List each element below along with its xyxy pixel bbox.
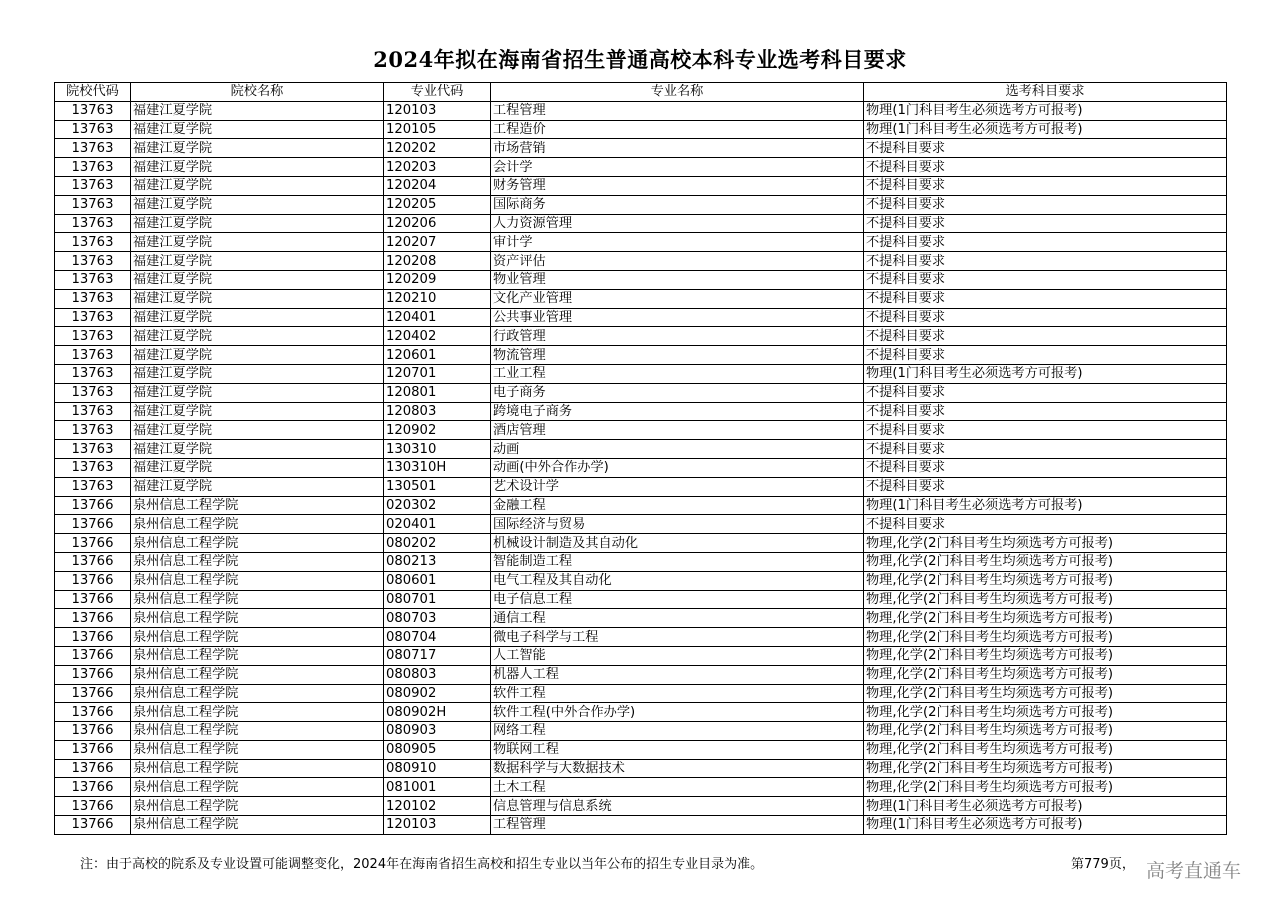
cell-subject-requirement: 不提科目要求 [864,440,1227,459]
cell-major-code: 081001 [384,778,491,797]
cell-school-code: 13766 [55,590,131,609]
cell-major-code: 120103 [384,816,491,835]
cell-school-name: 福建江夏学院 [131,440,384,459]
cell-major-code: 020401 [384,515,491,534]
cell-subject-requirement: 物理,化学(2门科目考生均须选考方可报考) [864,571,1227,590]
cell-school-name: 泉州信息工程学院 [131,571,384,590]
cell-school-name: 福建江夏学院 [131,421,384,440]
cell-school-name: 泉州信息工程学院 [131,646,384,665]
cell-school-name: 泉州信息工程学院 [131,552,384,571]
cell-school-code: 13763 [55,289,131,308]
cell-major-code: 080703 [384,609,491,628]
table-row [55,364,1227,383]
cell-major-code: 080701 [384,590,491,609]
cell-subject-requirement: 不提科目要求 [864,139,1227,158]
cell-subject-requirement: 物理,化学(2门科目考生均须选考方可报考) [864,722,1227,741]
table-row [55,458,1227,477]
cell-school-code: 13763 [55,458,131,477]
cell-school-name: 福建江夏学院 [131,101,384,120]
cell-school-name: 福建江夏学院 [131,327,384,346]
cell-major-code: 120402 [384,327,491,346]
cell-subject-requirement: 物理,化学(2门科目考生均须选考方可报考) [864,703,1227,722]
cell-school-name: 福建江夏学院 [131,195,384,214]
cell-major-name: 微电子科学与工程 [491,628,864,647]
table-row [55,628,1227,647]
cell-school-code: 13766 [55,552,131,571]
cell-school-code: 13763 [55,176,131,195]
cell-major-code: 080903 [384,722,491,741]
cell-subject-requirement: 物理,化学(2门科目考生均须选考方可报考) [864,609,1227,628]
cell-subject-requirement: 不提科目要求 [864,327,1227,346]
cell-school-name: 泉州信息工程学院 [131,759,384,778]
cell-subject-requirement: 物理,化学(2门科目考生均须选考方可报考) [864,665,1227,684]
cell-school-code: 13766 [55,722,131,741]
cell-school-name: 泉州信息工程学院 [131,722,384,741]
cell-subject-requirement: 物理,化学(2门科目考生均须选考方可报考) [864,552,1227,571]
cell-school-code: 13763 [55,120,131,139]
cell-school-name: 泉州信息工程学院 [131,703,384,722]
page-number: 第779页， [1071,857,1135,872]
cell-school-code: 13766 [55,684,131,703]
table-row [55,101,1227,120]
cell-school-name: 福建江夏学院 [131,402,384,421]
cell-major-code: 120207 [384,233,491,252]
header-school-name: 院校名称 [131,83,384,102]
cell-subject-requirement: 物理,化学(2门科目考生均须选考方可报考) [864,759,1227,778]
cell-school-name: 泉州信息工程学院 [131,816,384,835]
cell-major-name: 国际商务 [491,195,864,214]
cell-school-code: 13766 [55,665,131,684]
cell-school-name: 福建江夏学院 [131,270,384,289]
cell-major-code: 080803 [384,665,491,684]
cell-major-name: 酒店管理 [491,421,864,440]
cell-major-code: 120803 [384,402,491,421]
cell-major-name: 机械设计制造及其自动化 [491,534,864,553]
cell-subject-requirement: 不提科目要求 [864,458,1227,477]
cell-school-name: 泉州信息工程学院 [131,740,384,759]
cell-subject-requirement: 不提科目要求 [864,233,1227,252]
cell-major-name: 网络工程 [491,722,864,741]
cell-major-name: 软件工程 [491,684,864,703]
cell-major-name: 资产评估 [491,252,864,271]
cell-school-name: 福建江夏学院 [131,364,384,383]
cell-major-name: 电子信息工程 [491,590,864,609]
cell-major-name: 金融工程 [491,496,864,515]
cell-major-code: 120210 [384,289,491,308]
cell-major-code: 120205 [384,195,491,214]
cell-school-code: 13763 [55,402,131,421]
cell-subject-requirement: 不提科目要求 [864,346,1227,365]
table-row [55,195,1227,214]
cell-subject-requirement: 不提科目要求 [864,515,1227,534]
cell-major-name: 信息管理与信息系统 [491,797,864,816]
cell-subject-requirement: 物理,化学(2门科目考生均须选考方可报考) [864,684,1227,703]
table-row [55,797,1227,816]
table-row [55,158,1227,177]
table-row [55,289,1227,308]
cell-subject-requirement: 物理,化学(2门科目考生均须选考方可报考) [864,534,1227,553]
cell-school-code: 13763 [55,233,131,252]
table-row [55,759,1227,778]
table-row [55,477,1227,496]
table-row [55,703,1227,722]
cell-major-code: 120102 [384,797,491,816]
cell-major-name: 机器人工程 [491,665,864,684]
cell-school-name: 福建江夏学院 [131,477,384,496]
cell-subject-requirement: 不提科目要求 [864,214,1227,233]
cell-major-code: 120206 [384,214,491,233]
cell-major-name: 市场营销 [491,139,864,158]
cell-school-code: 13763 [55,270,131,289]
cell-school-code: 13766 [55,797,131,816]
table-row [55,684,1227,703]
cell-subject-requirement: 不提科目要求 [864,158,1227,177]
cell-school-code: 13763 [55,364,131,383]
cell-major-name: 电气工程及其自动化 [491,571,864,590]
cell-major-name: 土木工程 [491,778,864,797]
cell-major-code: 120208 [384,252,491,271]
cell-major-code: 080704 [384,628,491,647]
table-row [55,120,1227,139]
cell-subject-requirement: 不提科目要求 [864,421,1227,440]
cell-major-name: 软件工程(中外合作办学) [491,703,864,722]
cell-school-code: 13763 [55,195,131,214]
table-row [55,233,1227,252]
cell-major-code: 120902 [384,421,491,440]
cell-major-name: 动画 [491,440,864,459]
table-row [55,778,1227,797]
cell-subject-requirement: 不提科目要求 [864,289,1227,308]
cell-school-name: 福建江夏学院 [131,158,384,177]
cell-school-name: 泉州信息工程学院 [131,534,384,553]
cell-subject-requirement: 不提科目要求 [864,252,1227,271]
cell-subject-requirement: 物理(1门科目考生必须选考方可报考) [864,797,1227,816]
header-major-name: 专业名称 [491,83,864,102]
cell-school-code: 13766 [55,515,131,534]
cell-school-code: 13763 [55,139,131,158]
watermark: 高考直通车 [1146,856,1241,883]
cell-major-code: 120105 [384,120,491,139]
cell-school-code: 13766 [55,646,131,665]
cell-major-name: 国际经济与贸易 [491,515,864,534]
cell-school-code: 13763 [55,421,131,440]
cell-major-name: 行政管理 [491,327,864,346]
cell-school-code: 13766 [55,609,131,628]
cell-subject-requirement: 物理,化学(2门科目考生均须选考方可报考) [864,778,1227,797]
cell-subject-requirement: 物理(1门科目考生必须选考方可报考) [864,496,1227,515]
cell-major-name: 人力资源管理 [491,214,864,233]
cell-major-code: 080717 [384,646,491,665]
table-row [55,308,1227,327]
cell-major-name: 人工智能 [491,646,864,665]
table-row [55,740,1227,759]
cell-major-code: 080213 [384,552,491,571]
cell-major-name: 公共事业管理 [491,308,864,327]
cell-school-code: 13766 [55,703,131,722]
cell-school-name: 福建江夏学院 [131,289,384,308]
table-row [55,402,1227,421]
cell-school-name: 泉州信息工程学院 [131,515,384,534]
cell-school-code: 13763 [55,346,131,365]
cell-major-name: 工业工程 [491,364,864,383]
cell-school-name: 福建江夏学院 [131,346,384,365]
cell-subject-requirement: 不提科目要求 [864,383,1227,402]
cell-major-code: 120601 [384,346,491,365]
cell-major-name: 工程管理 [491,816,864,835]
cell-major-code: 120401 [384,308,491,327]
cell-subject-requirement: 物理(1门科目考生必须选考方可报考) [864,816,1227,835]
cell-school-code: 13766 [55,496,131,515]
cell-major-code: 120209 [384,270,491,289]
cell-major-code: 080202 [384,534,491,553]
table-row [55,421,1227,440]
cell-subject-requirement: 不提科目要求 [864,308,1227,327]
cell-major-name: 物业管理 [491,270,864,289]
cell-major-name: 工程造价 [491,120,864,139]
cell-major-code: 080905 [384,740,491,759]
cell-subject-requirement: 物理,化学(2门科目考生均须选考方可报考) [864,590,1227,609]
cell-major-name: 动画(中外合作办学) [491,458,864,477]
cell-major-name: 电子商务 [491,383,864,402]
cell-school-name: 泉州信息工程学院 [131,684,384,703]
cell-major-name: 跨境电子商务 [491,402,864,421]
cell-major-name: 会计学 [491,158,864,177]
cell-major-code: 120701 [384,364,491,383]
cell-major-name: 审计学 [491,233,864,252]
table-row [55,722,1227,741]
cell-school-name: 泉州信息工程学院 [131,778,384,797]
cell-major-name: 智能制造工程 [491,552,864,571]
cell-subject-requirement: 物理(1门科目考生必须选考方可报考) [864,101,1227,120]
cell-major-code: 080902H [384,703,491,722]
cell-school-name: 福建江夏学院 [131,252,384,271]
cell-subject-requirement: 不提科目要求 [864,195,1227,214]
cell-school-name: 福建江夏学院 [131,383,384,402]
cell-school-code: 13763 [55,477,131,496]
cell-major-code: 130310 [384,440,491,459]
cell-school-name: 泉州信息工程学院 [131,590,384,609]
cell-major-code: 120103 [384,101,491,120]
table-row [55,252,1227,271]
table-header-row [55,83,1227,102]
cell-major-code: 130501 [384,477,491,496]
cell-school-name: 泉州信息工程学院 [131,496,384,515]
cell-school-name: 福建江夏学院 [131,308,384,327]
cell-major-code: 130310H [384,458,491,477]
header-major-code: 专业代码 [384,83,491,102]
cell-major-code: 120204 [384,176,491,195]
cell-school-name: 福建江夏学院 [131,139,384,158]
cell-subject-requirement: 物理(1门科目考生必须选考方可报考) [864,120,1227,139]
cell-major-name: 物流管理 [491,346,864,365]
cell-major-code: 080902 [384,684,491,703]
header-subject-requirement: 选考科目要求 [864,83,1227,102]
cell-subject-requirement: 不提科目要求 [864,176,1227,195]
cell-school-code: 13763 [55,252,131,271]
cell-school-code: 13763 [55,383,131,402]
header-school-code: 院校代码 [55,83,131,102]
cell-major-code: 080910 [384,759,491,778]
cell-subject-requirement: 物理(1门科目考生必须选考方可报考) [864,364,1227,383]
cell-major-code: 080601 [384,571,491,590]
cell-school-name: 福建江夏学院 [131,120,384,139]
table-body [55,101,1227,834]
table-row [55,139,1227,158]
table-row [55,496,1227,515]
cell-subject-requirement: 物理,化学(2门科目考生均须选考方可报考) [864,740,1227,759]
cell-school-name: 福建江夏学院 [131,458,384,477]
cell-major-code: 020302 [384,496,491,515]
cell-subject-requirement: 不提科目要求 [864,402,1227,421]
cell-school-code: 13763 [55,440,131,459]
cell-school-code: 13766 [55,778,131,797]
table-row [55,515,1227,534]
cell-school-code: 13766 [55,740,131,759]
cell-school-name: 泉州信息工程学院 [131,665,384,684]
cell-school-code: 13766 [55,816,131,835]
cell-school-name: 福建江夏学院 [131,176,384,195]
cell-school-name: 福建江夏学院 [131,233,384,252]
requirements-table [54,82,1227,835]
cell-school-name: 福建江夏学院 [131,214,384,233]
cell-major-name: 财务管理 [491,176,864,195]
table-row [55,176,1227,195]
cell-major-name: 文化产业管理 [491,289,864,308]
table-row [55,571,1227,590]
cell-major-name: 数据科学与大数据技术 [491,759,864,778]
cell-subject-requirement: 不提科目要求 [864,270,1227,289]
cell-subject-requirement: 不提科目要求 [864,477,1227,496]
table-row [55,440,1227,459]
cell-major-name: 物联网工程 [491,740,864,759]
footnote: 注：由于高校的院系及专业设置可能调整变化，2024年在海南省招生高校和招生专业以当年公布的招生专业目录为准。 [80,857,764,872]
table-row [55,665,1227,684]
table-row [55,816,1227,835]
cell-school-name: 泉州信息工程学院 [131,628,384,647]
cell-school-code: 13766 [55,571,131,590]
table-row [55,270,1227,289]
table-row [55,346,1227,365]
cell-subject-requirement: 物理,化学(2门科目考生均须选考方可报考) [864,646,1227,665]
cell-school-name: 泉州信息工程学院 [131,609,384,628]
cell-school-code: 13763 [55,101,131,120]
table-row [55,214,1227,233]
cell-subject-requirement: 物理,化学(2门科目考生均须选考方可报考) [864,628,1227,647]
cell-school-name: 泉州信息工程学院 [131,797,384,816]
cell-school-code: 13766 [55,628,131,647]
table-row [55,383,1227,402]
table-row [55,534,1227,553]
cell-school-code: 13766 [55,759,131,778]
table-row [55,552,1227,571]
table-row [55,646,1227,665]
cell-major-code: 120202 [384,139,491,158]
page-title: 2024年拟在海南省招生普通高校本科专业选考科目要求 [373,47,907,72]
cell-major-code: 120801 [384,383,491,402]
cell-school-code: 13763 [55,214,131,233]
cell-major-name: 工程管理 [491,101,864,120]
cell-school-code: 13766 [55,534,131,553]
cell-major-name: 通信工程 [491,609,864,628]
table-row [55,590,1227,609]
cell-major-code: 120203 [384,158,491,177]
cell-school-code: 13763 [55,158,131,177]
table-row [55,609,1227,628]
cell-major-name: 艺术设计学 [491,477,864,496]
table-row [55,327,1227,346]
cell-school-code: 13763 [55,327,131,346]
cell-school-code: 13763 [55,308,131,327]
